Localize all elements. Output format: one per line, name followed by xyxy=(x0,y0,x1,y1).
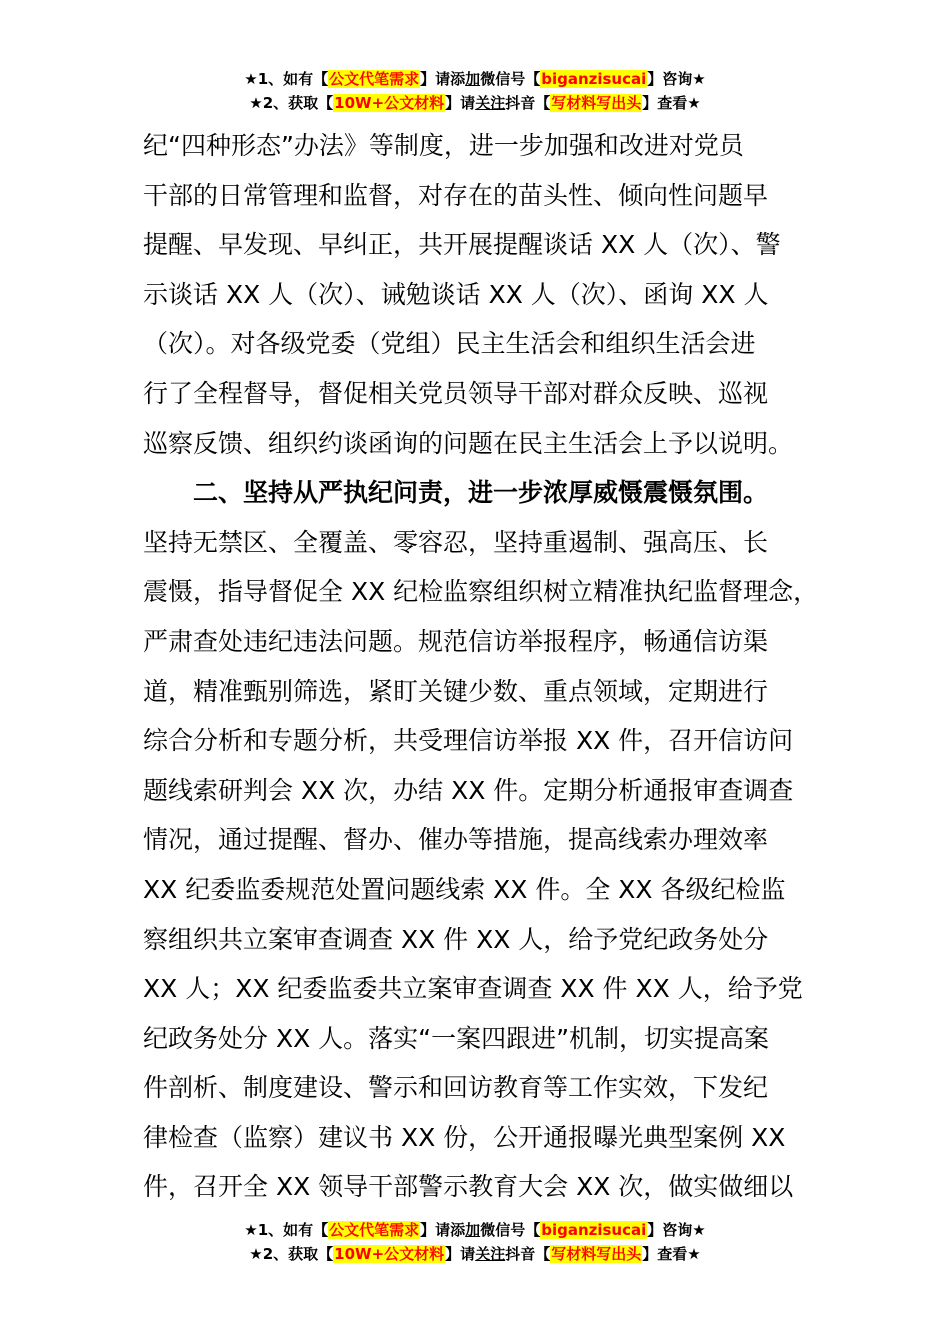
star-icon: ★ xyxy=(249,1245,263,1263)
text-line: 示谈话 XX 人（次）、诫勉谈话 XX 人（次）、函询 XX 人 xyxy=(143,279,769,309)
banner-line-2 xyxy=(0,91,950,115)
banner-text: 微信号【 xyxy=(480,70,541,88)
text-line: 情况，通过提醒、督办、催办等措施，提高线索办理效率 xyxy=(143,825,769,855)
banner-text: 】请 xyxy=(445,1245,476,1263)
star-icon: ★ xyxy=(687,1245,701,1263)
document-body xyxy=(143,121,833,1212)
text-line: 干部的日常管理和监督，对存在的苗头性、倾向性问题早 xyxy=(143,180,769,210)
banner-text: 抖音【 xyxy=(505,94,551,112)
text-line: 巡察反馈、组织约谈函询的问题在民主生活会上予以说明。 xyxy=(143,428,794,458)
banner-text: 抖音【 xyxy=(505,1245,551,1263)
bottom-banner xyxy=(0,1218,950,1266)
star-icon: ★ xyxy=(692,1221,706,1239)
highlight-text: 写材料写出头 xyxy=(551,94,642,112)
underlined-text: 关注 xyxy=(475,1245,506,1263)
banner-text: 】请 xyxy=(445,94,476,112)
text-line: 坚持无禁区、全覆盖、零容忍，坚持重遏制、强高压、长 xyxy=(143,527,769,557)
star-icon: ★ xyxy=(244,1221,258,1239)
banner-line-1 xyxy=(0,67,950,91)
text-line: 震慑，指导督促全 XX 纪检监察组织树立精准执纪监督理念， xyxy=(143,577,819,607)
star-icon: ★ xyxy=(692,70,706,88)
banner-text: 】咨询 xyxy=(647,1221,693,1239)
star-icon: ★ xyxy=(244,70,258,88)
banner-line-2 xyxy=(0,1242,950,1266)
banner-line-1 xyxy=(0,1218,950,1242)
banner-text: 】请添 xyxy=(420,1221,466,1239)
banner-text: 】查看 xyxy=(642,94,688,112)
banner-text: 微信号【 xyxy=(480,1221,541,1239)
text-line: 律检查（监察）建议书 XX 份，公开通报曝光典型案例 XX xyxy=(143,1122,786,1152)
highlight-text: 写材料写出头 xyxy=(551,1245,642,1263)
underlined-text: 关注 xyxy=(475,94,506,112)
text-line: 纪政务处分 XX 人。落实“一案四跟进”机制，切实提高案 xyxy=(143,1023,770,1053)
text-line: 提醒、早发现、早纠正，共开展提醒谈话 XX 人（次）、警 xyxy=(143,230,781,260)
text-line: 严肃查处违纪违法问题。规范信访举报程序，畅通信访渠 xyxy=(143,626,769,656)
banner-text: 2、获取【 xyxy=(262,1245,334,1263)
banner-text: 】咨询 xyxy=(647,70,693,88)
highlight-text: 10W+公文材料 xyxy=(334,94,445,112)
text-line: 件，召开全 XX 领导干部警示教育大会 XX 次，做实做细以 xyxy=(143,1172,794,1202)
underlined-text: 加 xyxy=(465,70,481,88)
highlight-text: 公文代笔需求 xyxy=(329,1221,420,1239)
highlight-text: biganzisucai xyxy=(541,70,647,88)
highlight-text: 公文代笔需求 xyxy=(329,70,420,88)
text-line: 察组织共立案审查调查 XX 件 XX 人，给予党纪政务处分 xyxy=(143,924,769,954)
star-icon: ★ xyxy=(249,94,263,112)
section-heading: 二、坚持从严执纪问责，进一步浓厚威慑震慑氛围。 xyxy=(193,478,769,508)
text-line: 题线索研判会 XX 次，办结 XX 件。定期分析通报审查调查 xyxy=(143,775,794,805)
text-line: 行了全程督导，督促相关党员领导干部对群众反映、巡视 xyxy=(143,378,769,408)
text-line: XX 纪委监委规范处置问题线索 XX 件。全 XX 各级纪检监 xyxy=(143,874,786,904)
text-line: 道，精准甄别筛选，紧盯关键少数、重点领域，定期进行 xyxy=(143,676,769,706)
banner-text: 1、如有【 xyxy=(257,70,329,88)
underlined-text: 加 xyxy=(465,1221,481,1239)
text-line: 件剖析、制度建设、警示和回访教育等工作实效，下发纪 xyxy=(143,1073,769,1103)
text-line: （次）。对各级党委（党组）民主生活会和组织生活会进 xyxy=(143,329,756,359)
top-banner xyxy=(0,67,950,115)
star-icon: ★ xyxy=(687,94,701,112)
text-line: 综合分析和专题分析，共受理信访举报 XX 件，召开信访问 xyxy=(143,726,794,756)
banner-text: 】请添 xyxy=(420,70,466,88)
banner-text: 1、如有【 xyxy=(257,1221,329,1239)
text-line: 纪“四种形态”办法》等制度，进一步加强和改进对党员 xyxy=(143,131,744,160)
text-line: XX 人；XX 纪委监委共立案审查调查 XX 件 XX 人，给予党 xyxy=(143,974,803,1004)
highlight-text: biganzisucai xyxy=(541,1221,647,1239)
highlight-text: 10W+公文材料 xyxy=(334,1245,445,1263)
banner-text: 2、获取【 xyxy=(262,94,334,112)
banner-text: 】查看 xyxy=(642,1245,688,1263)
